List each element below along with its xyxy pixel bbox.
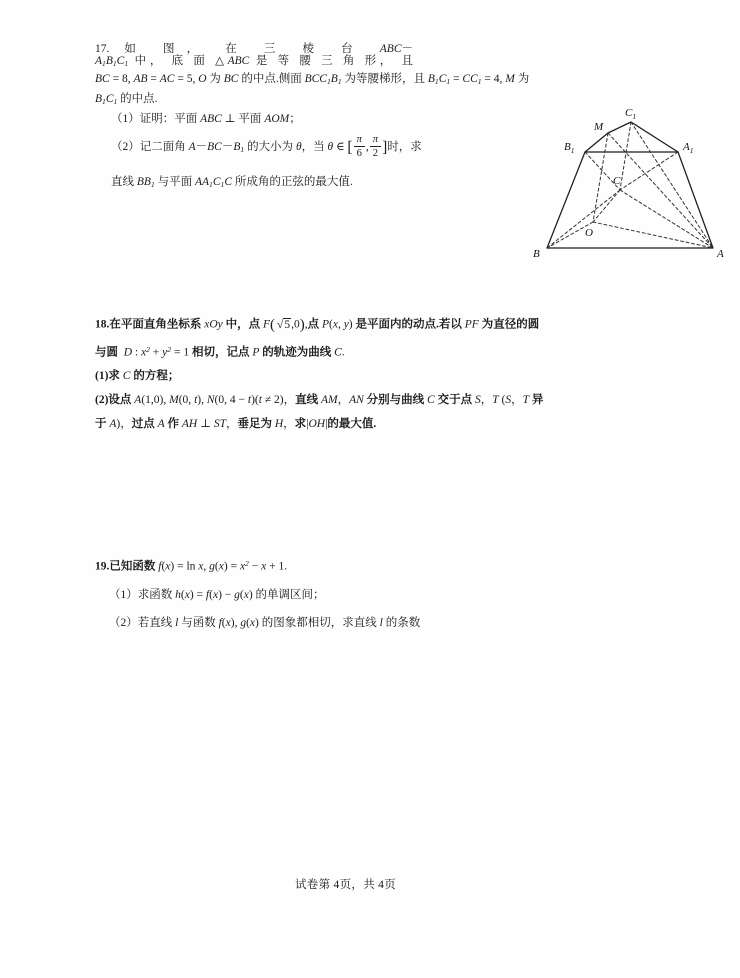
label-O: O — [585, 227, 593, 239]
q19-part-1: （1）求函数 h(x) = f(x) − g(x) 的单调区间； — [109, 588, 325, 601]
label-C1: $C_1$ — [625, 107, 637, 121]
q17-stem-line-3: $B_1C_1$ 的中点. — [95, 92, 158, 107]
q19-stem: 19.已知函数 f(x) = ln x, $g(x) = x^2 - x + 1$. — [95, 559, 288, 573]
label-M: M — [594, 121, 604, 133]
label-B: B — [533, 248, 540, 260]
q18-part-2-line-1: (2)设点 A(1,0), M(0, t), N(0, 4 − t)(t ≠ 2)，直线 AM，AN 分别与曲线 C 交于点 S，T (S，T 异 — [95, 394, 544, 407]
page-footer: 试卷第 4页，共 4页 — [294, 879, 397, 891]
q17-part-2-line-1: （2）记二面角 $A-BC-B_1$ 的大小为 θ，当 θ ∈ [ $\frac{\pi}{6}$ , $\frac{\pi}{2}$ ]时，求 — [111, 134, 422, 159]
q18-part-2-line-2: 于 A)，过点 A 作 AH ⊥ ST，垂足为 H，求|OH|的最大值. — [95, 417, 377, 430]
q18-stem-line-1: 18.在平面直角坐标系 xOy 中，点 F( √5,0),点 P(x, y) 是平面内的动点.若以 PF 为直径的圆 — [95, 317, 540, 333]
label-A: A — [717, 248, 724, 260]
q17-part-2-line-2: 直线 $BB_1$ 与平面 $AA_1C_1C$ 所成角的正弦的最大值. — [111, 176, 353, 190]
question-17 — [95, 43, 724, 260]
q18-part-1: (1)求 C 的方程； — [95, 369, 180, 382]
triangular-frustum-figure — [520, 100, 740, 265]
question-19 — [95, 560, 605, 647]
label-B1: $B_1$ — [564, 141, 575, 155]
q17-stem-line-1: 17. 如 图， 在 三 棱 台 $ABC-A_1B_1C_1$ 中， 底 面 △ABC 是 等 腰 三 角 形， 且 — [95, 43, 414, 68]
q19-part-2: （2）若直线 l 与函数 f(x), g(x) 的图象都相切，求直线 l 的条数 — [109, 617, 421, 630]
label-A1: $A_1$ — [683, 141, 694, 155]
question-18 — [95, 318, 605, 443]
q18-stem-line-2: 与圆 D : $x^2 + y^2 = 1$ 相切，记点 P 的轨迹为曲线 C. — [95, 344, 345, 359]
q17-part-1: （1）证明：平面 ABC ⊥ 平面 AOM； — [111, 112, 301, 125]
q17-stem-line-2: BC = 8, AB = AC = 5, O 为 BC 的中点.侧面 $BCC_1B_1$ 为等腰梯形，且 $B_1C_1 = CC_1 = 4$, M 为 — [95, 73, 530, 87]
label-C: C — [613, 175, 621, 187]
